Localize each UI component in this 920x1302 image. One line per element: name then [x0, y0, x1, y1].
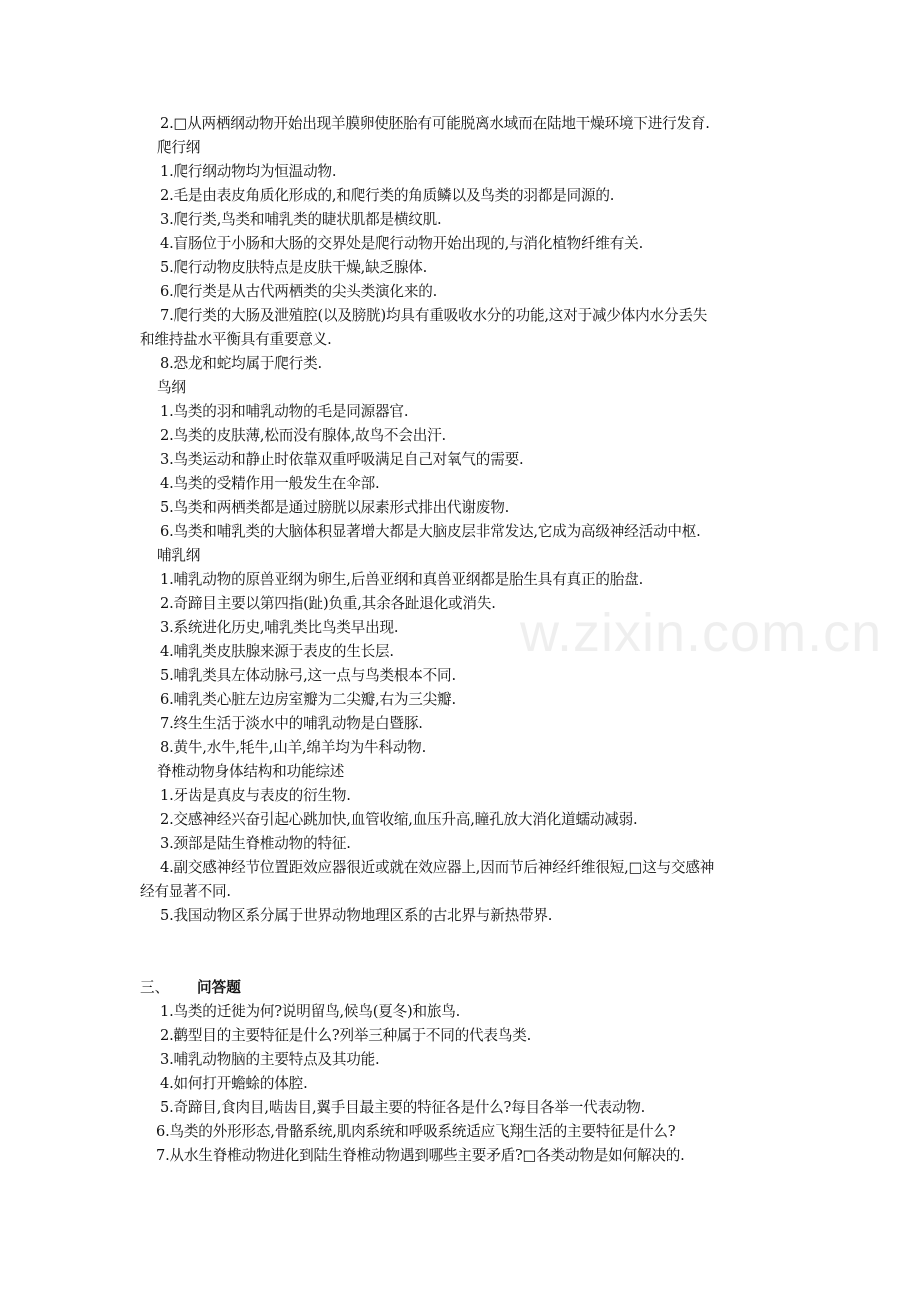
text-line: 5.哺乳类具左体动脉弓,这一点与鸟类根本不同.	[160, 667, 456, 684]
section-title: 问答题	[197, 979, 241, 996]
text-line: 2.交感神经兴奋引起心跳加快,血管收缩,血压升高,瞳孔放大消化道蠕动减弱.	[160, 811, 638, 828]
text-line: 2.鸟类的皮肤薄,松而没有腺体,故鸟不会出汗.	[160, 427, 446, 444]
text-line: 和维持盐水平衡具有重要意义.	[140, 331, 332, 348]
text-line: 4.副交感神经节位置距效应器很近或就在效应器上,因而节后神经纤维很短,□这与交感神	[160, 859, 715, 876]
text-line: 2.□从两栖纲动物开始出现羊膜卵使胚胎有可能脱离水域而在陆地干燥环境下进行发育.	[160, 115, 710, 132]
text-line: 3.鸟类运动和静止时依靠双重呼吸满足自己对氧气的需要.	[160, 451, 524, 468]
text-line: 7.爬行类的大肠及泄殖腔(以及膀胱)均具有重吸收水分的功能,这对于减少体内水分丢失	[160, 307, 708, 324]
text-line: 7.从水生脊椎动物进化到陆生脊椎动物遇到哪些主要矛盾?□各类动物是如何解决的.	[156, 1147, 685, 1164]
text-line: 1.爬行纲动物均为恒温动物.	[160, 163, 337, 180]
text-line: 3.颈部是陆生脊椎动物的特征.	[160, 835, 351, 852]
text-line: 6.爬行类是从古代两栖类的尖头类演化来的.	[160, 283, 438, 300]
text-line: 5.奇蹄目,食肉目,啮齿目,翼手目最主要的特征各是什么?每目各举一代表动物.	[160, 1099, 646, 1116]
section-number: 三、	[140, 979, 170, 996]
text-line: 爬行纲	[157, 139, 201, 156]
watermark: w.zixin.com.cn	[520, 603, 883, 663]
text-line: 4.鸟类的受精作用一般发生在伞部.	[160, 475, 380, 492]
text-line: 7.终生生活于淡水中的哺乳动物是白暨豚.	[160, 715, 423, 732]
text-line: 5.鸟类和两栖类都是通过膀胱以尿素形式排出代谢废物.	[160, 499, 510, 516]
text-line: 8.恐龙和蛇均属于爬行类.	[160, 355, 322, 372]
text-line: 2.鹳型目的主要特征是什么?列举三种属于不同的代表鸟类.	[160, 1027, 532, 1044]
text-line: 1.鸟类的羽和哺乳动物的毛是同源器官.	[160, 403, 409, 420]
text-line: 8.黄牛,水牛,牦牛,山羊,绵羊均为牛科动物.	[160, 739, 427, 756]
text-line: 1.鸟类的迁徙为何?说明留鸟,候鸟(夏冬)和旅鸟.	[160, 1003, 461, 1020]
text-line: 鸟纲	[157, 379, 186, 396]
text-line: 哺乳纲	[157, 547, 201, 564]
text-line: 5.爬行动物皮肤特点是皮肤干燥,缺乏腺体.	[160, 259, 428, 276]
text-line: 3.爬行类,鸟类和哺乳类的睫状肌都是横纹肌.	[160, 211, 442, 228]
text-line: 1.牙齿是真皮与表皮的衍生物.	[160, 787, 351, 804]
text-line: 脊椎动物身体结构和功能综述	[157, 763, 345, 780]
text-line: 3.系统进化历史,哺乳类比鸟类早出现.	[160, 619, 399, 636]
text-line: 6.鸟类的外形形态,骨骼系统,肌肉系统和呼吸系统适应飞翔生活的主要特征是什么?	[156, 1123, 676, 1140]
text-line: 2.毛是由表皮角质化形成的,和爬行类的角质鳞以及鸟类的羽都是同源的.	[160, 187, 615, 204]
text-line: 4.盲肠位于小肠和大肠的交界处是爬行动物开始出现的,与消化植物纤维有关.	[160, 235, 644, 252]
text-line: 4.哺乳类皮肤腺来源于表皮的生长层.	[160, 643, 394, 660]
text-line: 3.哺乳动物脑的主要特点及其功能.	[160, 1051, 380, 1068]
text-line: 2.奇蹄目主要以第四指(趾)负重,其余各趾退化或消失.	[160, 595, 496, 612]
text-line: 6.哺乳类心脏左边房室瓣为二尖瓣,右为三尖瓣.	[160, 691, 456, 708]
text-line: 4.如何打开蟾蜍的体腔.	[160, 1075, 308, 1092]
text-line: 经有显著不同.	[140, 883, 231, 900]
text-line: 1.哺乳动物的原兽亚纲为卵生,后兽亚纲和真兽亚纲都是胎生具有真正的胎盘.	[160, 571, 644, 588]
text-line: 6.鸟类和哺乳类的大脑体积显著增大都是大脑皮层非常发达,它成为高级神经活动中枢.	[160, 523, 701, 540]
text-line: 5.我国动物区系分属于世界动物地理区系的古北界与新热带界.	[160, 907, 553, 924]
